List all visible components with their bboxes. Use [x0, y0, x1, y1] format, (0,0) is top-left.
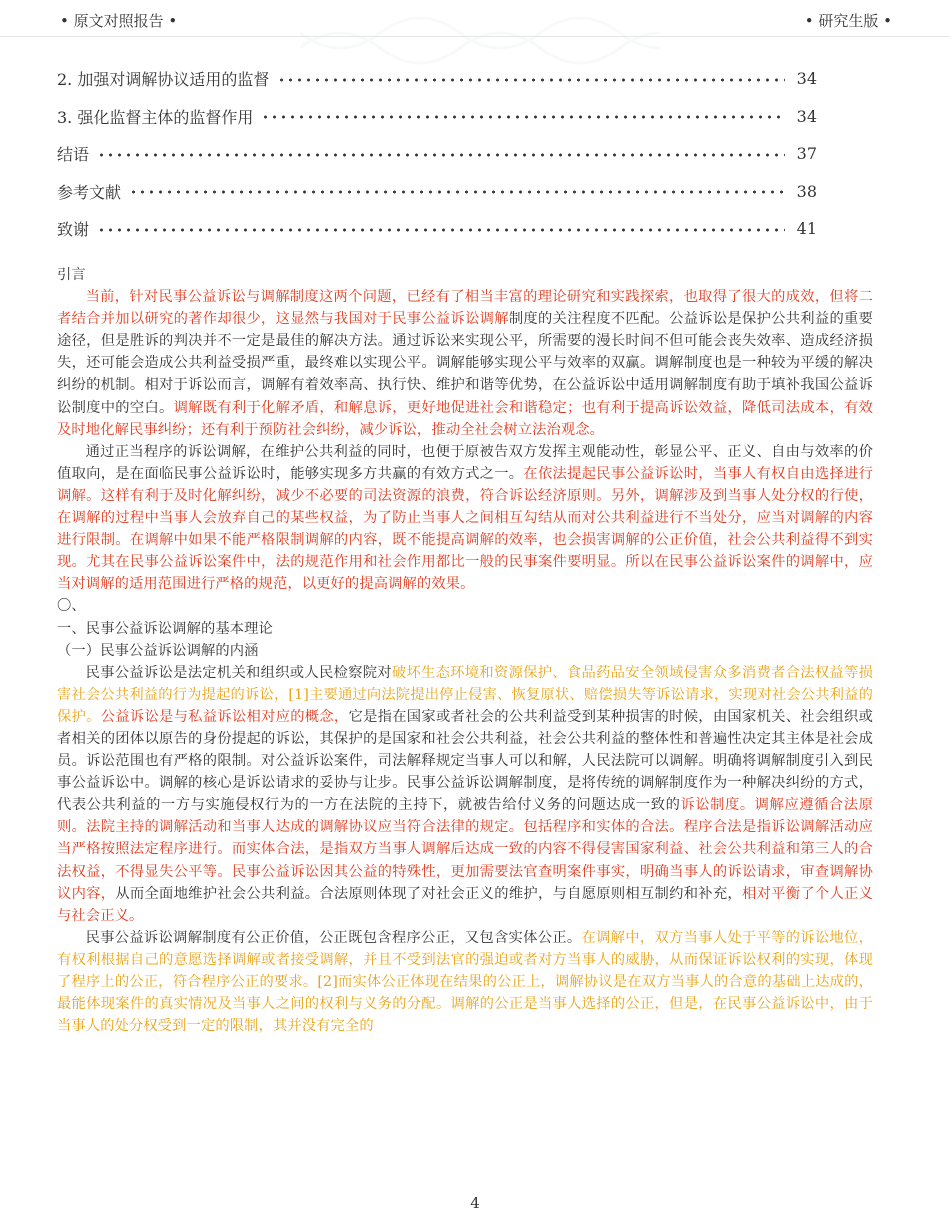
page-number: 4 [470, 1194, 480, 1212]
toc-entry-title: 2. 加强对调解协议适用的监督 [57, 70, 270, 90]
paragraph [57, 286, 873, 441]
header-edition-label: • 研究生版 • [804, 12, 892, 30]
body-text: 通过正当程序的诉讼调解，在维护公共利益的同时，也便于原被告双方发挥主观能动性，彰显公平、正义、自由与效率的价值取向，是在面临民事公益诉讼时，能够实现多方共赢的有效方式之一。 [57, 443, 873, 482]
toc-entry-page: 34 [796, 106, 817, 126]
toc-entry-title: 致谢 [57, 220, 90, 240]
toc-leader-dots [129, 190, 785, 194]
page-header [0, 8, 950, 34]
table-of-contents [57, 60, 817, 248]
toc-leader-dots [97, 153, 785, 157]
toc-leader-dots [97, 228, 785, 232]
body-text: 从而全面地维护社会公共利益。合法原则体现了对社会正义的维护，与自愿原则相互制约和补充， [115, 885, 743, 902]
toc-entry[interactable] [57, 60, 817, 98]
intro-heading: 引言 [57, 267, 86, 283]
body-text: 民事公益诉讼调解制度有公正价值，公正既包含程序公正，又包含实体公正。 [85, 929, 582, 946]
citation-text: 在调解中，双方当事人处于平等的诉讼地位，有权利根据自己的意愿选择调解或者接受调解，并且不受到法官的强迫或者对方当事人的威胁，从而保证诉讼权利的实现，体现了程序上的公正，符合程序公正的要求。[2] [57, 929, 873, 990]
subsection-heading: （一）民事公益诉讼调解的内涵 [57, 642, 259, 659]
toc-entry-page: 41 [796, 219, 817, 239]
toc-entry-page: 34 [796, 69, 817, 89]
citation-text: 破坏生态环境和资源保护、食品药品安全领域侵害众多消费者合法权益等损害社会公共利益的行为提起的诉讼，[1]主要通过向法院提出停止侵害、恢复原状、赔偿损失等诉讼请求，实现对社会公共利益的保护。 [57, 664, 874, 725]
paragraph [57, 927, 873, 1037]
section-heading: 一、民事公益诉讼调解的基本理论 [57, 620, 273, 637]
toc-entry[interactable] [57, 135, 817, 173]
toc-entry[interactable] [57, 173, 817, 211]
toc-entry[interactable] [57, 98, 817, 136]
highlighted-text: 相对平衡了个人正义与社会正义。 [57, 885, 874, 924]
highlighted-text: 诉讼制度。调解应遵循合法原则。法院主持的调解活动和当事人达成的调解协议应当符合法律的规定。包括程序和实体的合法。程序合法是指诉讼调解活动应当严格按照法定程序进行。而实体合法，是指双方当事人调解后达成一致的内容不得侵害国家利益、社会公共利益和第三人的合法权益，不得显失公平等。民事公益诉讼因其公益的特殊性，更加需要法官查明案件事实，明确当事人的诉讼请求，审查调解协议内容， [57, 797, 873, 902]
toc-entry-title: 结语 [57, 145, 90, 165]
toc-entry-title: 3. 强化监督主体的监督作用 [57, 107, 254, 127]
highlighted-text: 公益诉讼是与私益诉讼相对应的概念， [100, 708, 349, 725]
header-divider [0, 36, 950, 37]
highlighted-text: 调解既有利于化解矛盾，和解息诉，更好地促进社会和谐稳定；也有利于提高诉讼效益，降低司法成本，有效及时地化解民事纠纷；还有利于预防社会纠纷，减少诉讼，推动全社会树立法治观念。 [57, 399, 873, 438]
paragraph [57, 441, 873, 596]
toc-entry[interactable] [57, 210, 817, 248]
body-text: 制度的关注程度不匹配。公益诉讼是保护公共利益的重要途径，但是胜诉的判决并不一定是最佳的解决方法。通过诉讼来实现公平，所需要的漫长时间不但可能会丧失效率、造成经济损失，还可能会造成公共利益受损严重，最终难以实现公平。调解能够实现公平与效率的双赢。调解制度也是一种较为平缓的解决纠纷的机制。相对于诉讼而言，调解有着效率高、执行快、维护和谐等优势，在公益诉讼中适用调解制度有助于填补我国公益诉讼制度中的空白。 [57, 311, 873, 416]
header-report-label: • 原文对照报告 • [60, 12, 178, 30]
document-body [57, 264, 873, 1037]
paragraph-tail: 〇、 [57, 598, 86, 615]
body-text: 民事公益诉讼是法定机关和组织或人民检察院对 [85, 664, 392, 681]
toc-leader-dots [261, 115, 785, 119]
toc-entry-title: 参考文献 [57, 182, 122, 202]
highlighted-text: 在依法提起民事公益诉讼时，当事人有权自由选择进行调解。这样有利于及时化解纠纷，减少不必要的司法资源的浪费，符合诉讼经济原则。另外，调解涉及到当事人处分权的行使，在调解的过程中当事人会放弃自己的某些权益，为了防止当事人之间相互勾结从而对公共利益进行不当处分，应当对调解的内容进行限制。在调解中如果不能严格限制调解的内容，既不能提高调解的效率，也会损害调解的公正价值，社会公共利益得不到实现。尤其在民事公益诉讼案件中，法的规范作用和社会作用都比一般的民事案件要明显。所以在民事公益诉讼案件的调解中，应当对调解的适用范围进行严格的规范，以更好的提高调解的效果。 [57, 465, 873, 593]
toc-entry-page: 38 [796, 181, 817, 201]
highlighted-text: 当前，针对民事公益诉讼与调解制度这两个问题，已经有了相当丰富的理论研究和实践探索，也取得了很大的成效，但将二者结合并加以研究的著作却很少，这显然与我国对于民事公益诉讼调解 [57, 289, 873, 328]
body-text: 它是指在国家或者社会的公共利益受到某种损害的时候，由国家机关、社会组织或者相关的团体以原告的身份提起的诉讼，其保护的是国家和社会公共利益，社会公共利益的整体性和普遍性决定其主体是社会成员。诉讼范围也有严格的限制。对公益诉讼案件，司法解释规定当事人可以和解，人民法院可以调解。明确将调解制度引入到民事公益诉讼中。调解的核心是诉讼请求的妥协与让步。民事公益诉讼调解制度，是将传统的调解制度作为一种解决纠纷的方式，代表公共利益的一方与实施侵权行为的一方在法院的主持下，就被告给付义务的问题达成一致的 [57, 708, 873, 814]
paragraph [57, 662, 873, 927]
toc-leader-dots [277, 78, 785, 82]
citation-text: 而实体公正体现在结果的公正上，调解协议是在双方当事人的合意的基础上达成的，最能体现案件的真实情况及当事人之间的权利与义务的分配。调解的公正是当事人选择的公正，但是，在民事公益诉讼中，由于当事人的处分权受到一定的限制，其并没有完全的 [57, 974, 873, 1035]
watermark-pattern-icon [300, 8, 660, 68]
toc-entry-page: 37 [796, 144, 817, 164]
